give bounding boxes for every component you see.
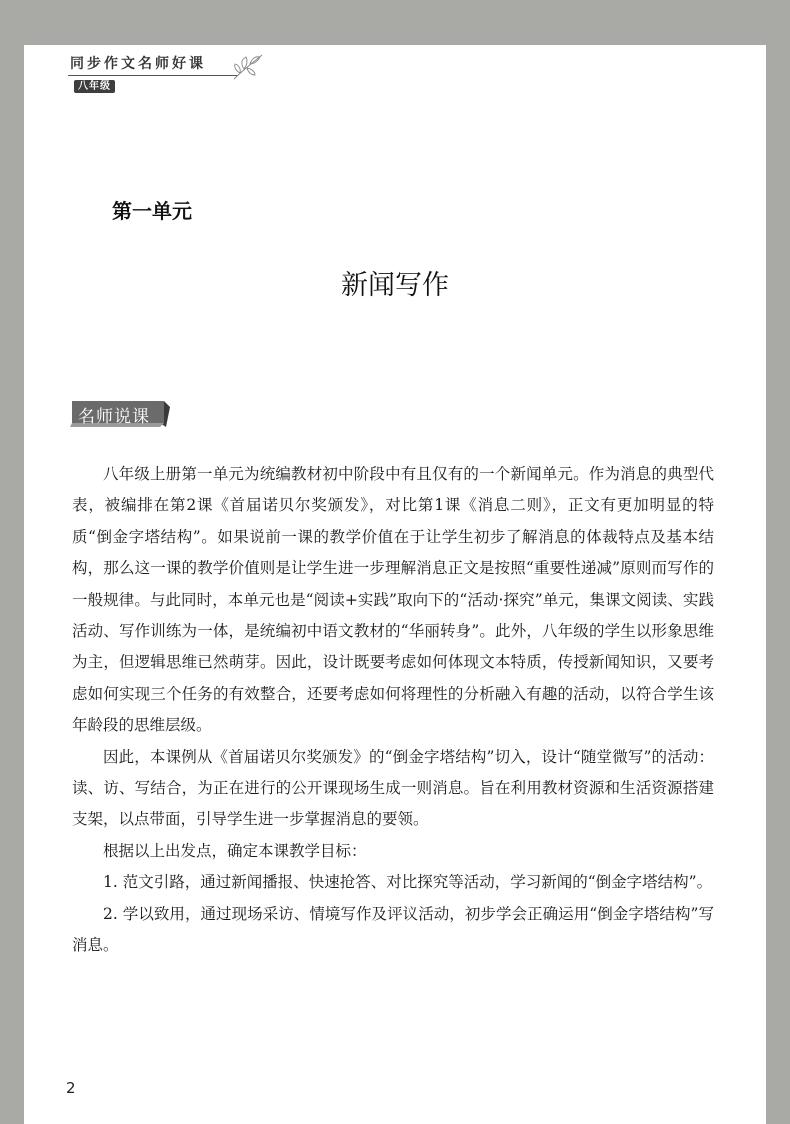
grade-badge: 八年级: [74, 80, 115, 93]
chapter-title: 新闻写作: [341, 270, 449, 301]
header-rule: [68, 75, 238, 76]
paragraph: 八年级上册第一单元为统编教材初中阶段中有且仅有的一个新闻单元。作为消息的典型代表，被编排在第2课《首届诺贝尔奖颁发》，对比第1课《消息二则》，正文有更加明显的特质“倒金字塔结构”。如果说前一课的教学价值在于让学生初步了解消息的体裁特点及基本结构，那么这一课的教学价值则是让学生进一步理解消息正文是按照“重要性递减”原则而写作的一般规律。与此同时，本单元也是“阅读+实践”取向下的“活动·探究”单元，集课文阅读、实践活动、写作训练为一体，是统编初中语文教材的“华丽转身”。此外，八年级的学生以形象思维为主，但逻辑思维已然萌芽。因此，设计既要考虑如何体现文本特质，传授新闻知识，又要考虑如何实现三个任务的有效整合，还要考虑如何将理性的分析融入有趣的活动，以符合学生该年龄段的思维层级。: [72, 465, 714, 735]
series-header: [70, 53, 270, 93]
unit-title: 第一单元: [112, 199, 192, 223]
paragraph: 2. 学以致用，通过现场采访、情境写作及评议活动，初步学会正确运用“倒金字塔结构”写消息。: [72, 904, 714, 955]
body-text: [72, 459, 714, 962]
paragraph: 1. 范文引路，通过新闻播报、快速抢答、对比探究等活动，学习新闻的“倒金字塔结构”。: [103, 873, 713, 892]
leaf-sprig-icon: [230, 53, 266, 81]
page-number: 2: [66, 1079, 76, 1097]
section-tag-label: 名师说课: [78, 407, 150, 427]
paragraph: 因此，本课例从《首届诺贝尔奖颁发》的“倒金字塔结构”切入，设计“随堂微写”的活动：读、访、写结合，为正在进行的公开课现场生成一则消息。旨在利用教材资源和生活资源搭建支架，以点带面，引导学生进一步掌握消息的要领。: [72, 747, 714, 829]
document-page: [24, 45, 766, 1124]
paragraph: 根据以上出发点，确定本课教学目标：: [103, 841, 367, 860]
series-title: 同步作文名师好课: [70, 56, 206, 72]
